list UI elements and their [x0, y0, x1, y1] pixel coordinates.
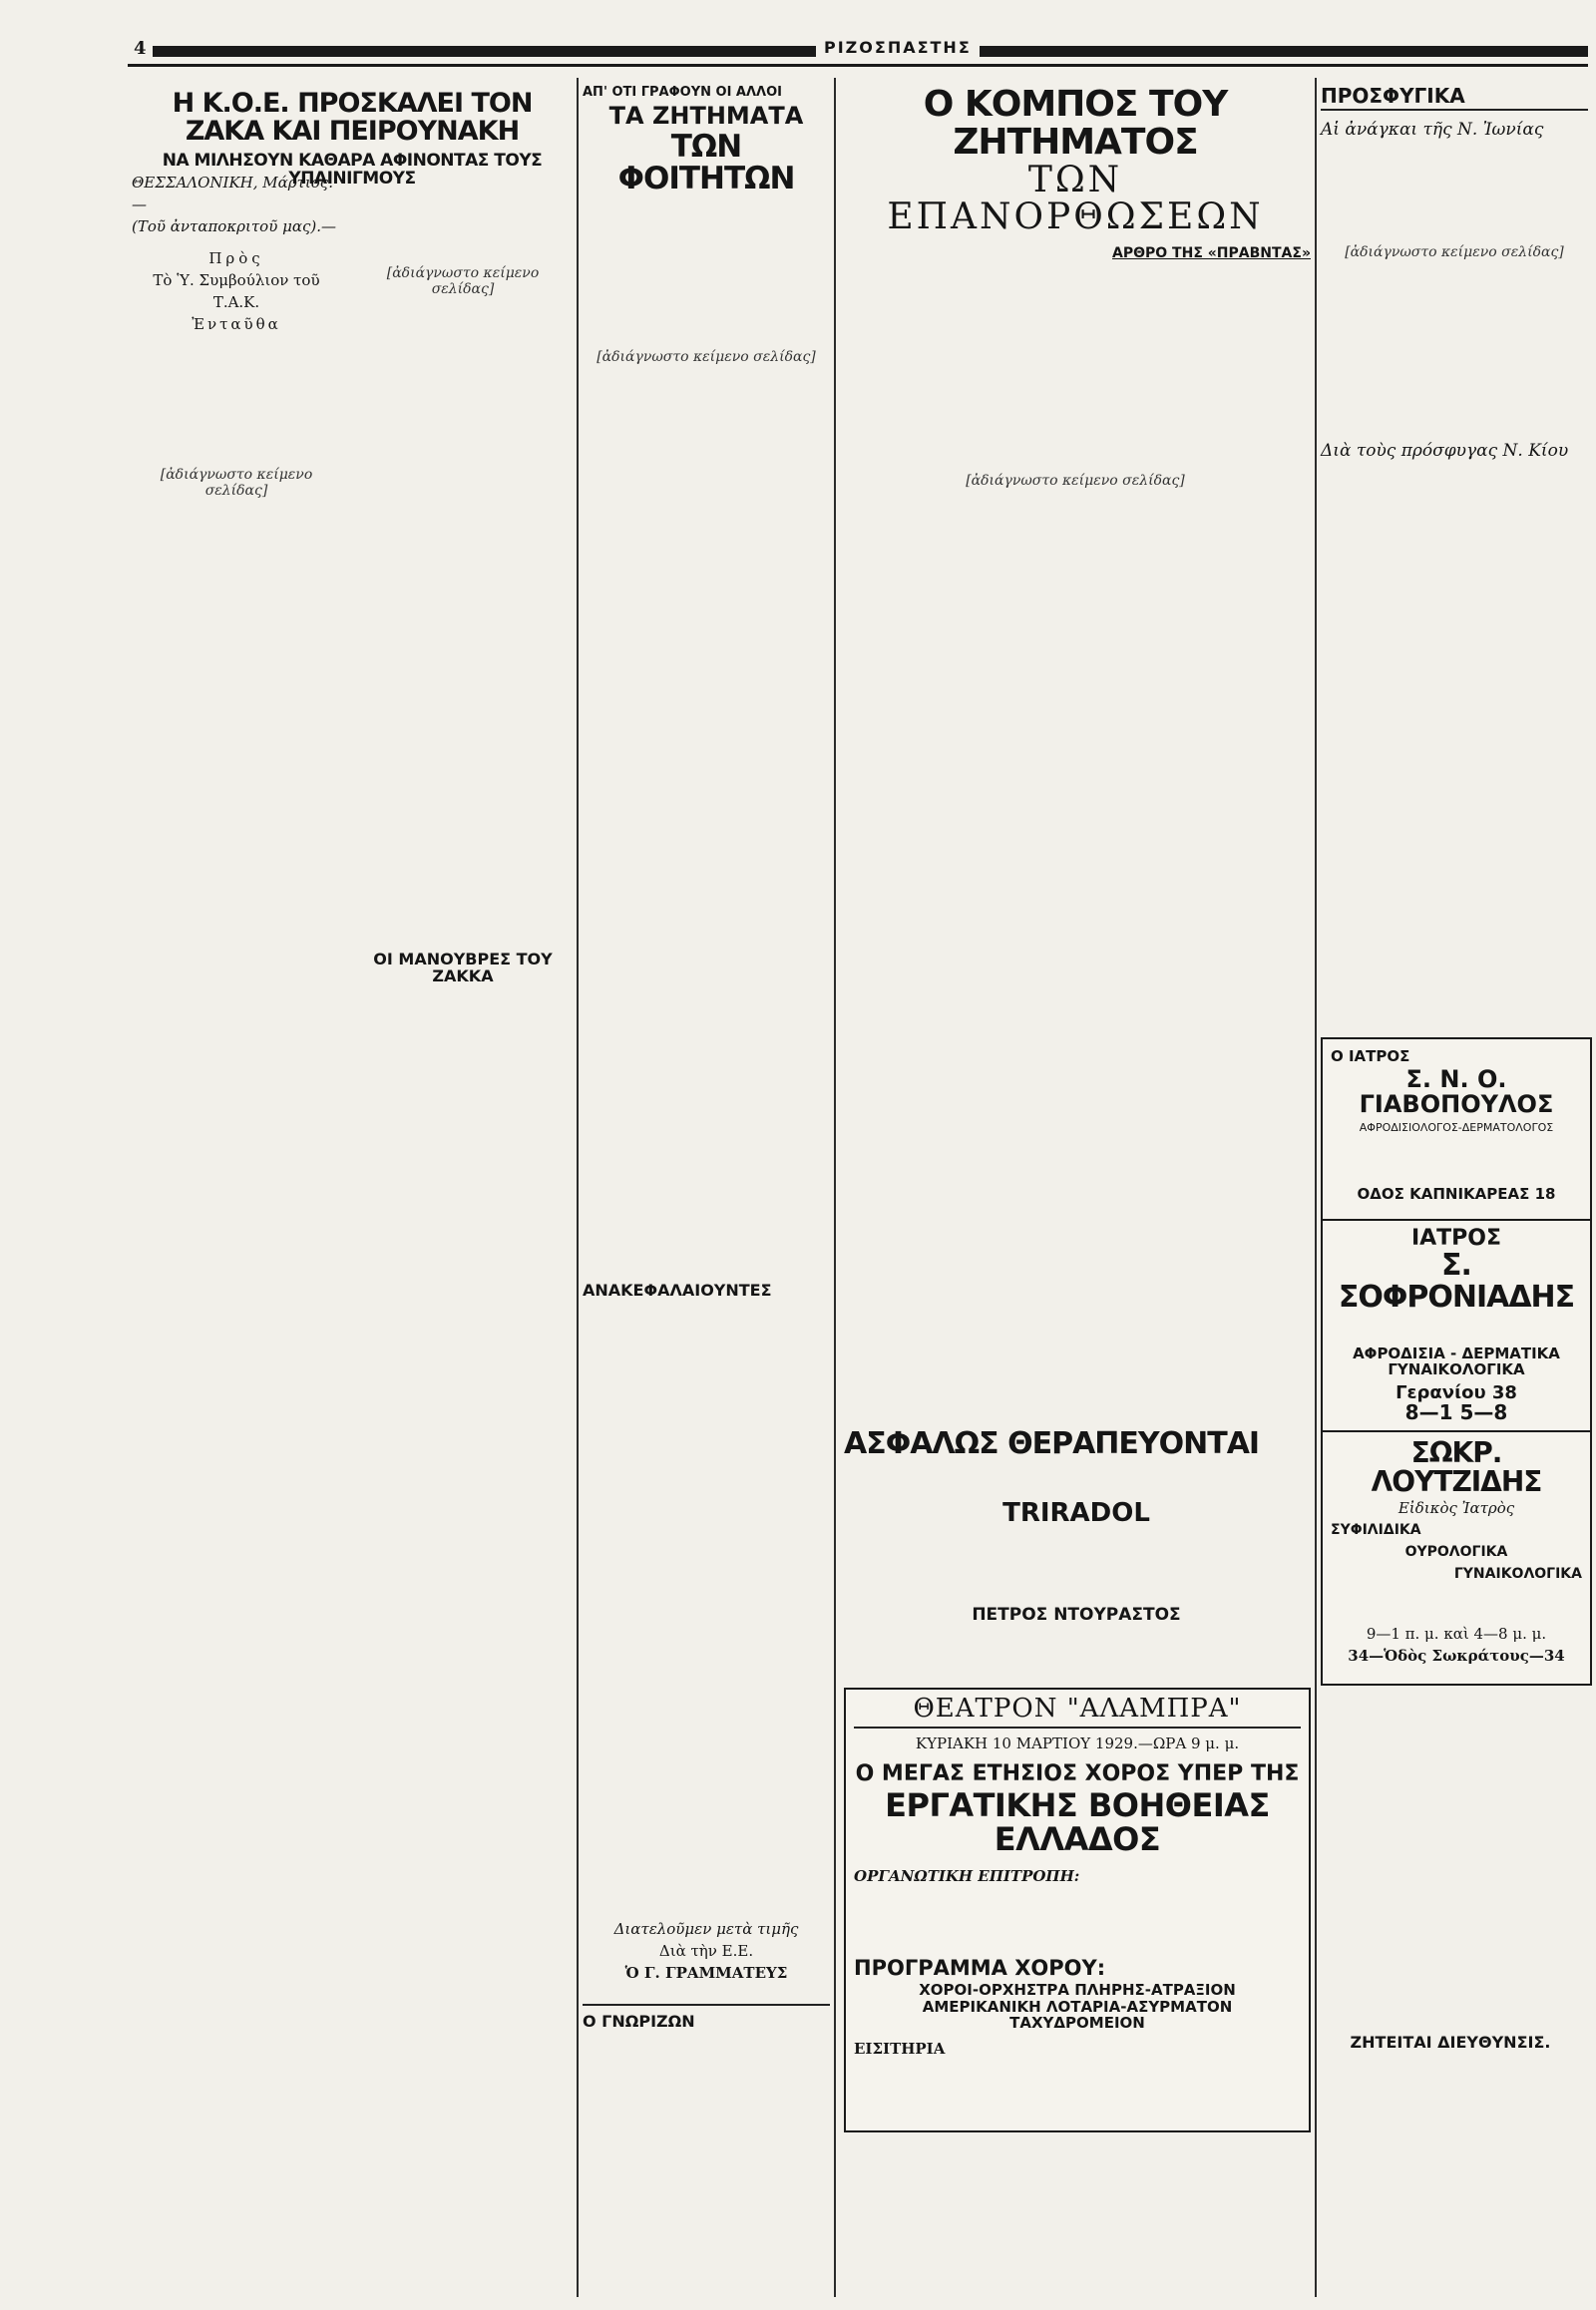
column-rule — [577, 78, 579, 2297]
doctor3-name: ΣΩΚΡ. ΛΟΥΤΖΙΔΗΣ — [1371, 1436, 1542, 1499]
refugee-section-title: ΠΡΟΣΦΥΓΙΚΑ — [1321, 86, 1588, 111]
col2-body-top — [354, 172, 572, 930]
theatre-program-line1: ΧΟΡΟΙ-ΟΡΧΗΣΤΡΑ ΠΛΗΡΗΣ-ΑΤΡΑΞΙΟΝ — [919, 1980, 1236, 1999]
signoff-line2: Διὰ τὴν Ε.Ε. — [658, 1941, 754, 1960]
students-body — [583, 205, 830, 1273]
students-article — [583, 86, 830, 2298]
signoff-line3: Ὁ Γ. ΓΡΑΜΜΑΤΕΥΣ — [624, 1963, 788, 1982]
doctor2-body — [1331, 1313, 1582, 1347]
byline: (Τοῦ ἀνταποκριτοῦ μας).— — [132, 217, 336, 235]
asfalos-headline: ΑΣΦΑΛΩΣ ΘΕΡΑΠΕΥΟΝΤΑΙ — [844, 1426, 1260, 1461]
doctor-ad-sofroniadis — [1321, 1219, 1592, 1434]
theatre-program-line2: ΑΜΕΡΙΚΑΝΙΚΗ ΛΟΤΑΡΙΑ-ΑΣΥΡΜΑΤΟΝ ΤΑΧΥΔΡΟΜΕΙΟΝ — [922, 1998, 1233, 2033]
triradol-advertisement — [844, 1428, 1309, 1678]
addressed-to: Πρὸς — [208, 249, 264, 267]
col2-subheadline: ΟΙ ΜΑΝΟΥΒΡΕΣ ΤΟΥ ΖΑΚΚΑ — [373, 950, 553, 985]
triradol-product: TRIRADOL — [1002, 1497, 1150, 1528]
doctor1-specialty: ΑΦΡΟΔΙΣΙΟΛΟΓΟΣ-ΔΕΡΜΑΤΟΛΟΓΟΣ — [1359, 1121, 1554, 1135]
lead-headline-line1: Η Κ.Ο.Ε. ΠΡΟΣΚΑΛΕΙ ΤΟΝ ΖΑΚΑ ΚΑΙ ΠΕΙΡΟΥΝΑΚΗ — [172, 88, 533, 148]
addressed-name: Τὸ Ὑ. Συμβούλιον τοῦ Τ.Α.Κ. — [153, 271, 320, 311]
theatre-advertisement — [844, 1688, 1311, 2132]
illegible-note: [ἀδιάγνωστο κείμενο σελίδας] — [840, 469, 1311, 493]
page-number: 4 — [128, 38, 153, 59]
doctor3-body — [1331, 1585, 1582, 1623]
masthead — [128, 38, 1588, 72]
doctor3-specialty2: ΟΥΡΟΛΟΓΙΚΑ — [1404, 1543, 1508, 1560]
lead-article-col1 — [132, 172, 341, 2296]
doctor3-hours: 9—1 π. μ. καὶ 4—8 μ. μ. — [1366, 1624, 1547, 1643]
notice-title: Ο ΓΝΩΡΙΖΩΝ — [583, 2011, 695, 2031]
students-headline-line2: ΤΩΝ ΦΟΙΤΗΤΩΝ — [617, 128, 795, 197]
doctor3-title: Εἰδικὸς Ἰατρὸς — [1397, 1498, 1515, 1517]
doctor2-hours: 8—1 5—8 — [1404, 1400, 1508, 1425]
doctor2-label: ΙΑΤΡΟΣ — [1410, 1226, 1502, 1251]
notice-body — [583, 2031, 830, 2120]
doctor1-address: ΟΔΟΣ ΚΑΠΝΙΚΑΡΕΑΣ 18 — [1357, 1185, 1556, 1204]
doctor-ad-loutzidis — [1321, 1430, 1592, 1686]
doctor2-specialty2: ΓΥΝΑΙΚΟΛΟΓΙΚΑ — [1388, 1359, 1525, 1378]
doctor-ad-giavopoulos — [1321, 1037, 1592, 1223]
doctor2-specialty1: ΑΦΡΟΔΙΣΙΑ - ΔΕΡΜΑΤΙΚΑ — [1353, 1345, 1560, 1363]
wanted-address-notice — [1321, 2035, 1580, 2274]
theatre-committee-body — [854, 1887, 1301, 1957]
reparations-headline-line2: ΤΩΝ ΕΠΑΝΟΡΘΩΣΕΩΝ — [887, 159, 1264, 238]
addressed-place: Ἐνταῦθα — [192, 315, 281, 333]
illegible-note: [ἀδιάγνωστο κείμενο σελίδας] — [1321, 240, 1588, 264]
refugee-item2-body — [1321, 462, 1588, 921]
reparations-article — [840, 86, 1311, 1612]
illegible-note: [ἀδιάγνωστο κείμενο σελίδας] — [132, 463, 341, 503]
theatre-program: ΠΡΟΓΡΑΜΜΑ ΧΟΡΟΥ: — [854, 1955, 1106, 1980]
doctor3-specialty1: ΣΥΦΙΛΙΔΙΚΑ — [1331, 1521, 1421, 1538]
doctor2-address: Γερανίου 38 — [1396, 1381, 1517, 1403]
signoff-line1: Διατελοῦμεν μετὰ τιμῆς — [613, 1919, 799, 1938]
doctor3-address: 34—Ὁδὸς Σωκράτους—34 — [1348, 1646, 1565, 1665]
lead-article-col2 — [354, 172, 572, 2296]
doctor1-label: Ο ΙΑΤΡΟΣ — [1331, 1047, 1410, 1065]
wanted-title: ΖΗΤΕΙΤΑΙ ΔΙΕΥΘΥΝΣΙΣ. — [1350, 2033, 1551, 2052]
reparations-subheadline: ΑΡΘΡΟ ΤΗΣ «ΠΡΑΒΝΤΑΣ» — [1112, 245, 1311, 262]
paper-name: ΡΙΖΟΣΠΑΣΤΗΣ — [816, 38, 980, 57]
theatre-line1: Ο ΜΕΓΑΣ ΕΤΗΣΙΟΣ ΧΟΡΟΣ ΥΠΕΡ ΤΗΣ — [855, 1761, 1300, 1787]
column-rule — [834, 78, 836, 2297]
asfalos-body — [844, 1460, 1309, 1500]
refugee-item1-body — [1321, 141, 1588, 440]
theatre-title: ΘΕΑΤΡΟΝ "ΑΛΑΜΠΡΑ" — [913, 1694, 1242, 1724]
doctor3-specialty3: ΓΥΝΑΙΚΟΛΟΓΙΚΑ — [1453, 1565, 1582, 1582]
dateline: ΘΕΣΣΑΛΟΝΙΚΗ, Μάρτιος.— — [132, 174, 333, 213]
column-rule — [1315, 78, 1317, 2297]
wanted-body — [1321, 2052, 1580, 2231]
refugee-item2-title: Διὰ τοὺς πρόσφυγας Ν. Κίου — [1321, 441, 1569, 461]
theatre-date: ΚΥΡΙΑΚΗ 10 ΜΑΡΤΙΟΥ 1929.—ΩΡΑ 9 μ. μ. — [915, 1734, 1240, 1753]
refugee-item1-title: Αἱ ἀνάγκαι τῆς Ν. Ἰωνίας — [1321, 120, 1544, 140]
lead-headline — [130, 88, 575, 189]
theatre-line2: ΕΡΓΑΤΙΚΗΣ ΒΟΗΘΕΙΑΣ ΕΛΛΑΔΟΣ — [885, 1786, 1270, 1858]
reparations-headline-line1: Ο ΚΟΜΠΟΣ ΤΟΥ ΖΗΤΗΜΑΤΟΣ — [923, 84, 1228, 163]
students-kicker: ΑΠ' ΟΤΙ ΓΡΑΦΟΥΝ ΟΙ ΑΛΛΟΙ — [583, 85, 783, 100]
lead-headline-line2: ΝΑ ΜΙΛΗΣΟΥΝ ΚΑΘΑΡΑ ΑΦΙΝΟΝΤΑΣ ΤΟΥΣ ΥΠΑΙΝΙΓΜΟΥΣ — [162, 150, 543, 189]
doctor2-name: Σ. ΣΟΦΡΟΝΙΑΔΗΣ — [1338, 1248, 1575, 1315]
col2-body-bottom — [354, 999, 572, 2246]
doctor1-name: Σ. Ν. Ο. ΓΙΑΒΟΠΟΥΛΟΣ — [1359, 1065, 1554, 1119]
students-subheadline: ΑΝΑΚΕΦΑΛΑΙΟΥΝΤΕΣ — [583, 1280, 772, 1300]
masthead-underline — [128, 64, 1588, 67]
students-body-2 — [583, 1300, 830, 1918]
divider — [583, 2004, 830, 2006]
refugee-section — [1321, 86, 1588, 1023]
illegible-note: [ἀδιάγνωστο κείμενο σελίδας] — [354, 261, 572, 301]
theatre-tickets: ΕΙΣΙΤΗΡΙΑ — [854, 2039, 946, 2058]
theatre-committee: ΟΡΓΑΝΩΤΙΚΗ ΕΠΙΤΡΟΠΗ: — [854, 1866, 1080, 1885]
illegible-note: [ἀδιάγνωστο κείμενο σελίδας] — [583, 345, 830, 369]
col1-body — [132, 343, 341, 2298]
triradol-seller: ΠΕΤΡΟΣ ΝΤΟΥΡΑΣΤΟΣ — [972, 1604, 1181, 1625]
divider — [854, 1727, 1301, 1729]
triradol-body — [844, 1527, 1309, 1607]
doctor1-body — [1331, 1139, 1582, 1183]
students-headline-line1: ΤΑ ΖΗΤΗΜΑΤΑ — [608, 101, 804, 130]
